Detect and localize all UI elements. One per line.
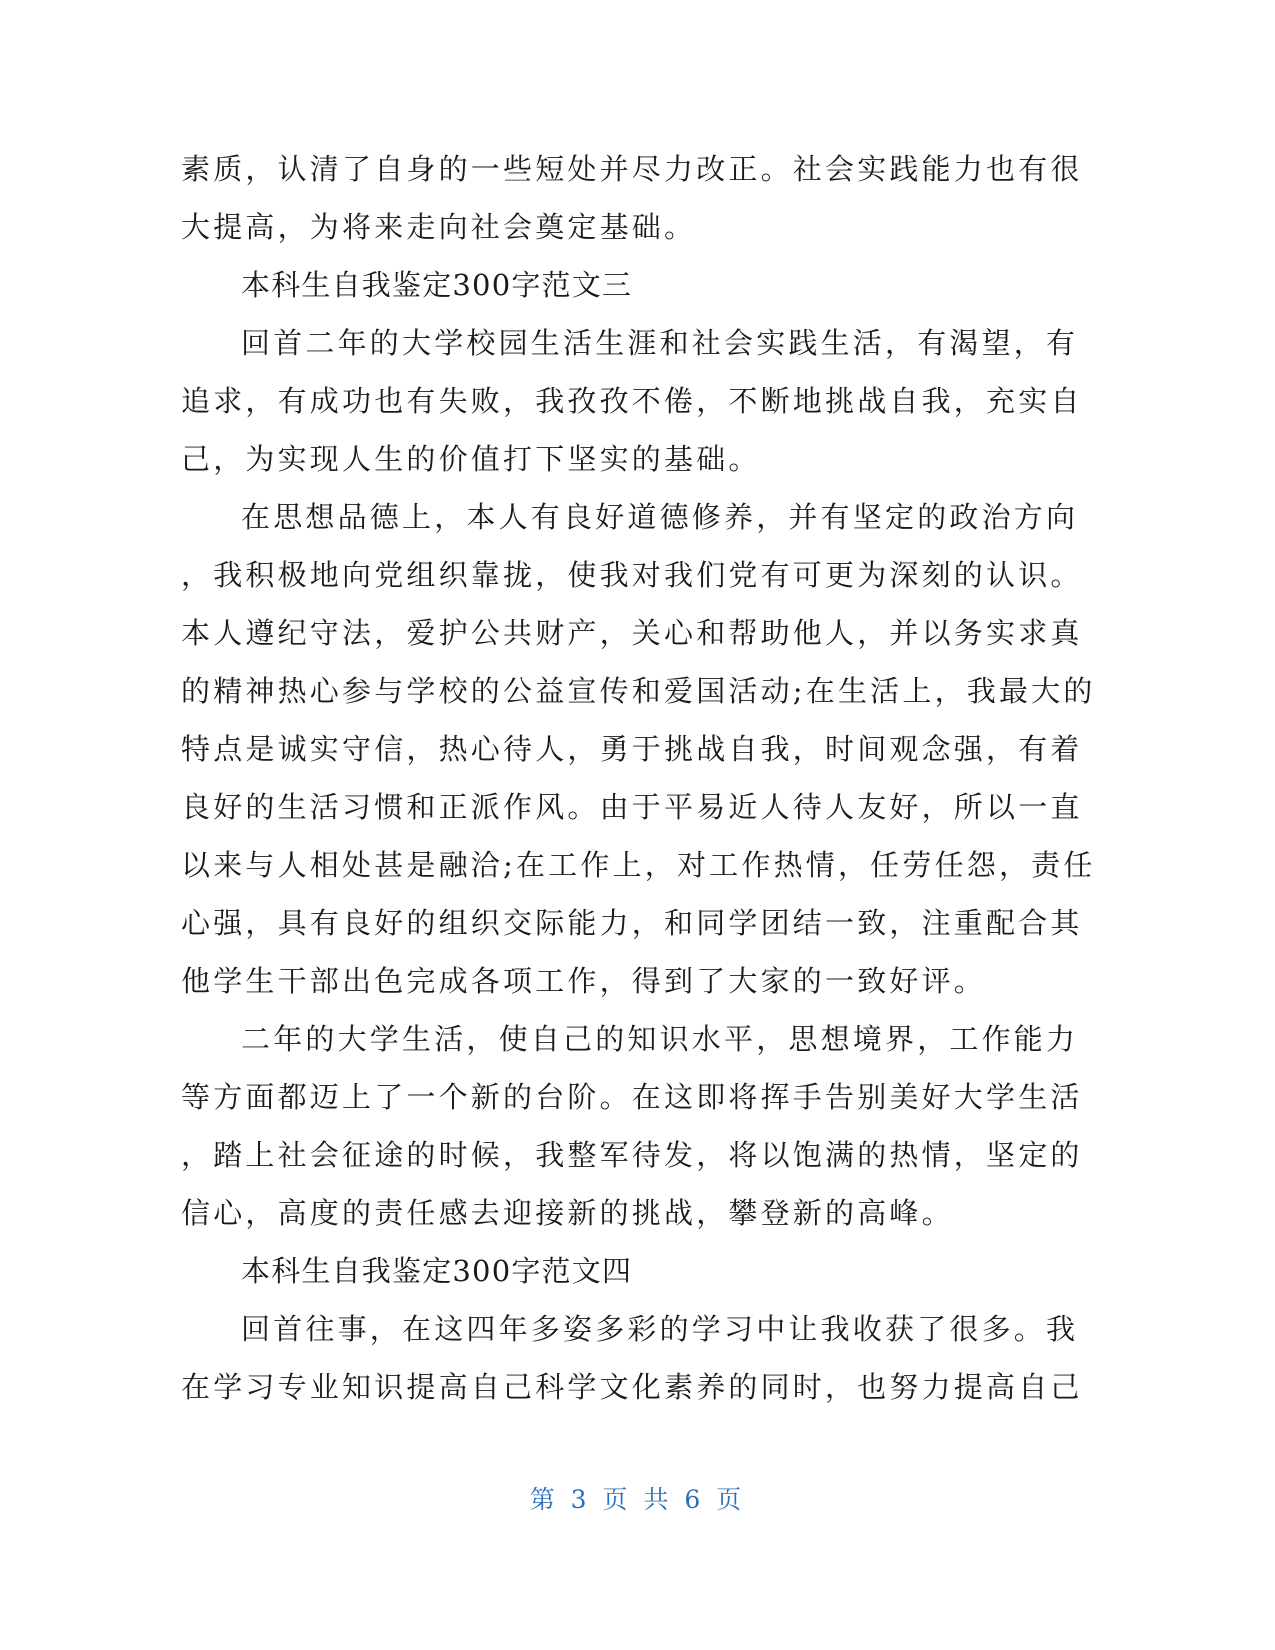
body-line: 特点是诚实守信，热心待人，勇于挑战自我，时间观念强，有着 xyxy=(181,732,1083,766)
body-line: 心强，具有良好的组织交际能力，和同学团结一致，注重配合其 xyxy=(181,906,1083,940)
paragraph-first-line: 在思想品德上，本人有良好道德修养，并有坚定的政治方向 xyxy=(241,500,1079,534)
body-line: ，我积极地向党组织靠拢，使我对我们党有可更为深刻的认识。 xyxy=(181,558,1083,592)
body-line: 信心，高度的责任感去迎接新的挑战，攀登新的高峰。 xyxy=(181,1196,954,1230)
body-line: 以来与人相处甚是融洽;在工作上，对工作热情，任劳任怨，责任 xyxy=(181,848,1096,882)
paragraph-first-line: 回首二年的大学校园生活生涯和社会实践生活，有渴望，有 xyxy=(241,326,1079,360)
body-line: ，踏上社会征途的时候，我整军待发，将以饱满的热情，坚定的 xyxy=(181,1138,1083,1172)
body-line: 在学习专业知识提高自己科学文化素养的同时，也努力提高自己 xyxy=(181,1370,1083,1404)
section-heading: 本科生自我鉴定300字范文四 xyxy=(241,1254,633,1288)
paragraph-first-line: 回首往事，在这四年多姿多彩的学习中让我收获了很多。我 xyxy=(241,1312,1079,1346)
body-line: 良好的生活习惯和正派作风。由于平易近人待人友好，所以一直 xyxy=(181,790,1083,824)
body-line: 追求，有成功也有失败，我孜孜不倦，不断地挑战自我，充实自 xyxy=(181,384,1083,418)
document-body xyxy=(181,140,1096,1416)
section-heading: 本科生自我鉴定300字范文三 xyxy=(241,268,633,302)
body-line: 素质，认清了自身的一些短处并尽力改正。社会实践能力也有很 xyxy=(181,152,1083,186)
body-line: 他学生干部出色完成各项工作，得到了大家的一致好评。 xyxy=(181,964,987,998)
paragraph-first-line: 二年的大学生活，使自己的知识水平，思想境界，工作能力 xyxy=(241,1022,1079,1056)
page-number-footer: 第 3 页 共 6 页 xyxy=(529,1485,746,1514)
body-line: 大提高，为将来走向社会奠定基础。 xyxy=(181,210,697,244)
body-line: 本人遵纪守法，爱护公共财产，关心和帮助他人，并以务实求真 xyxy=(181,616,1083,650)
body-line: 己，为实现人生的价值打下坚实的基础。 xyxy=(181,442,761,476)
body-line: 等方面都迈上了一个新的台阶。在这即将挥手告别美好大学生活 xyxy=(181,1080,1083,1114)
body-line: 的精神热心参与学校的公益宣传和爱国活动;在生活上，我最大的 xyxy=(181,674,1096,708)
